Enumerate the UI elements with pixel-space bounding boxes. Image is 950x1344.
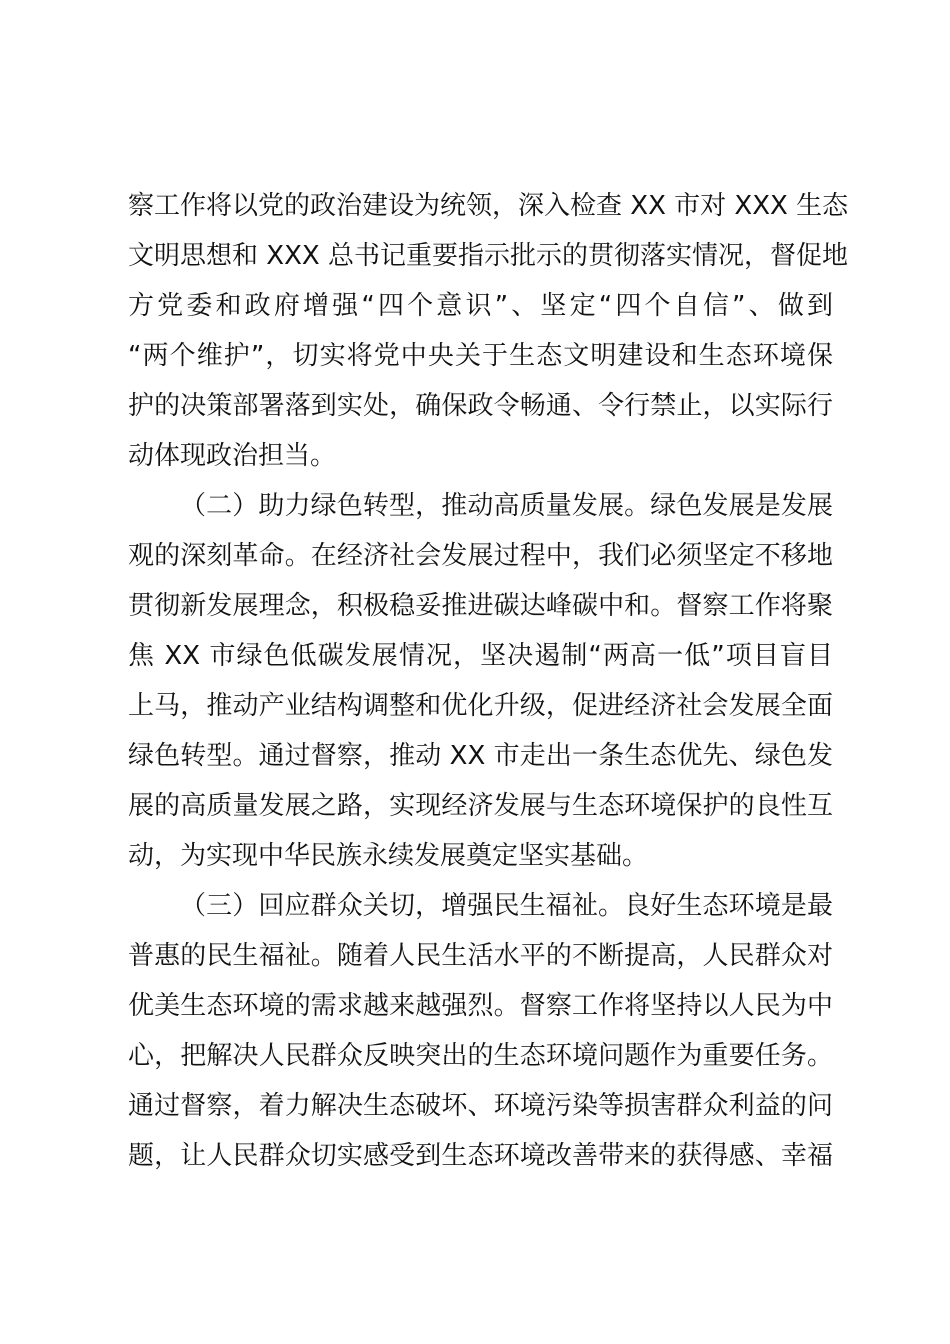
text-line: 展的高质量发展之路，实现经济发展与生态环境保护的良性互 [128, 791, 833, 821]
text-line: 通过督察，着力解决生态破坏、环境污染等损害群众利益的问 [128, 1091, 833, 1121]
text-line: “两个维护”，切实将党中央关于生态文明建设和生态环境保 [128, 341, 833, 371]
section-heading-line: （三）回应群众关切，增强民生福祉。良好生态环境是最 [180, 891, 833, 921]
text-line: 优美生态环境的需求越来越强烈。督察工作将坚持以人民为中 [128, 991, 833, 1021]
text-line: 心，把解决人民群众反映突出的生态环境问题作为重要任务。 [128, 1041, 833, 1071]
text-line: 动，为实现中华民族永续发展奠定坚实基础。 [128, 841, 649, 871]
text-line: 上马，推动产业结构调整和优化升级，促进经济社会发展全面 [128, 691, 833, 721]
text-line: 题，让人民群众切实感受到生态环境改善带来的获得感、幸福 [128, 1141, 833, 1171]
text-line: 普惠的民生福祉。随着人民生活水平的不断提高，人民群众对 [128, 941, 833, 971]
text-line: 察工作将以党的政治建设为统领，深入检查 XX 市对 XXX 生态 [128, 191, 849, 221]
text-line: 观的深刻革命。在经济社会发展过程中，我们必须坚定不移地 [128, 541, 833, 571]
text-line: 护的决策部署落到实处，确保政令畅通、令行禁止，以实际行 [128, 391, 833, 421]
text-line: 焦 XX 市绿色低碳发展情况，坚决遏制“两高一低”项目盲目 [128, 641, 833, 671]
text-line: 方党委和政府增强“四个意识”、坚定“四个自信”、做到 [128, 291, 833, 321]
text-line: 贯彻新发展理念，积极稳妥推进碳达峰碳中和。督察工作将聚 [128, 591, 833, 621]
text-line: 文明思想和 XXX 总书记重要指示批示的贯彻落实情况，督促地 [128, 241, 848, 271]
section-heading-line: （二）助力绿色转型，推动高质量发展。绿色发展是发展 [180, 491, 833, 521]
body-text [128, 181, 849, 1181]
text-line: 动体现政治担当。 [128, 441, 337, 471]
text-line: 绿色转型。通过督察，推动 XX 市走出一条生态优先、绿色发 [128, 741, 833, 771]
